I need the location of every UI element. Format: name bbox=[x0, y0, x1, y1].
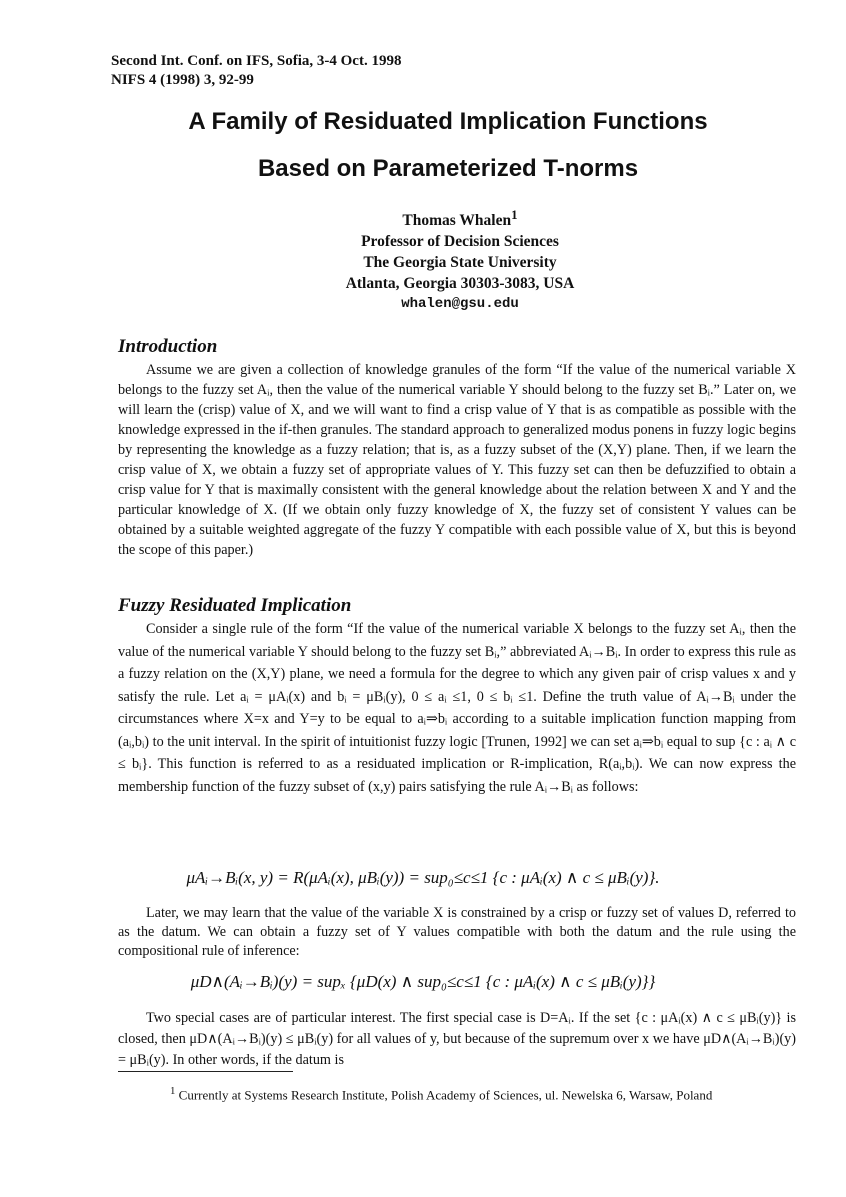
intro-paragraph: Assume we are given a collection of knowledge granules of the form “If the value of the numerical variable X belongs to the fuzzy set Aᵢ, then the value of the numerical variable Y should belong to the fuzzy set Bᵢ.” Later on, we will learn the (crisp) value of X, and we will want to find a crisp value of Y that is as compatible as possible with the knowledge expressed in the if-then granules. The standard approach to generalized modus ponens in fuzzy logic begins by representing the knowledge as a fuzzy relation; that is, as a fuzzy subset of the (X,Y) plane. Then, if we learn the crisp value of X, we obtain a fuzzy set of appropriate values of Y. This fuzzy set can then be defuzzified to obtain a crisp value for Y that is maximally consistent with the general knowledge about the relation between X and Y and the particular knowledge of X. (If we obtain only fuzzy knowledge of X, the fuzzy set of consistent Y values can be obtained by a suitable weighted aggregate of the fuzzy Y compatible with each possible value of X, but this is beyond the scope of this paper.) bbox=[118, 362, 796, 558]
author-affiliation1: Professor of Decision Sciences bbox=[361, 233, 559, 251]
formula-compositional-rule: μD∧(Aᵢ→Bᵢ)(y) = supₓ {μD(x) ∧ sup₀≤c≤1 {c : μAᵢ(x) ∧ c ≤ μBᵢ(y)}} bbox=[190, 972, 656, 991]
paper-title-line2: Based on Parameterized T-norms bbox=[257, 155, 639, 182]
footnote-text: Currently at Systems Research Institute, Polish Academy of Sciences, ul. Newelska 6, Warsaw, Poland bbox=[178, 1087, 713, 1103]
footnote-divider bbox=[118, 1071, 293, 1072]
later-paragraph: Later, we may learn that the value of the variable X is constrained by a crisp or fuzzy set of values D, referred to as the datum. We can obtain a fuzzy set of Y values compatible with both the datum and the rule using the compositional rule of inference: bbox=[118, 905, 796, 959]
paper-title-line1: A Family of Residuated Implication Functions bbox=[188, 108, 708, 135]
special-cases-paragraph: Two special cases are of particular interest. The first special case is D=Aᵢ. If the set {c : μAᵢ(x) ∧ c ≤ μBᵢ(y)} is closed, then μD∧(Aᵢ→Bᵢ)(y) ≤ μBᵢ(y) for all values of y, but because of the supremum over x we have μD∧(Aᵢ→Bᵢ)(y) = μBᵢ(y). In other words, if the datum is bbox=[118, 1010, 796, 1068]
footnote-ref: 1 bbox=[511, 207, 518, 222]
conference-header bbox=[111, 52, 401, 90]
author-address: Atlanta, Georgia 30303-3083, USA bbox=[345, 275, 575, 293]
author-block bbox=[210, 204, 710, 315]
section-heading-fuzzy-residuated-implication: Fuzzy Residuated Implication bbox=[118, 595, 352, 616]
journal-line: NIFS 4 (1998) 3, 92-99 bbox=[111, 72, 254, 88]
conference-line: Second Int. Conf. on IFS, Sofia, 3-4 Oct. 1998 bbox=[111, 53, 402, 69]
section-heading-introduction: Introduction bbox=[118, 336, 218, 357]
author-affiliation2: The Georgia State University bbox=[363, 254, 557, 272]
footnote-mark: 1 bbox=[170, 1085, 176, 1097]
author-email: whalen@gsu.edu bbox=[401, 296, 519, 313]
author-name: Thomas Whalen bbox=[402, 212, 512, 230]
footnote bbox=[170, 1085, 712, 1103]
fri-paragraph: Consider a single rule of the form “If the value of the numerical variable X belongs to the fuzzy set Aᵢ, then the value of the numerical variable Y should belong to the fuzzy set Bᵢ,” abbreviated Aᵢ→Bᵢ. In order to express this rule as a fuzzy relation on the (X,Y) plane, we need a formula for the degree to which any given pair of crisp values x and y satisfy the rule. Let aᵢ = μAᵢ(x) and bᵢ = μBᵢ(y), 0 ≤ aᵢ ≤1, 0 ≤ bᵢ ≤1. Define the truth value of Aᵢ→Bᵢ under the circumstances where X=x and Y=y to be equal to aᵢ⇒bᵢ according to a suitable implication function mapping from (aᵢ,bᵢ) to the unit interval. In the spirit of intuitionist fuzzy logic [Trunen, 1992] we can set aᵢ⇒bᵢ equal to sup {c : aᵢ ∧ c ≤ bᵢ}. This function is referred to as a residuated implication or R-implication, R(aᵢ,bᵢ). We can now express the membership function of the fuzzy subset of (x,y) pairs satisfying the rule Aᵢ→Bᵢ as follows: bbox=[118, 621, 796, 795]
formula-membership: μAᵢ→Bᵢ(x, y) = R(μAᵢ(x), μBᵢ(y)) = sup₀≤c≤1 {c : μAᵢ(x) ∧ c ≤ μBᵢ(y)}. bbox=[186, 868, 660, 887]
